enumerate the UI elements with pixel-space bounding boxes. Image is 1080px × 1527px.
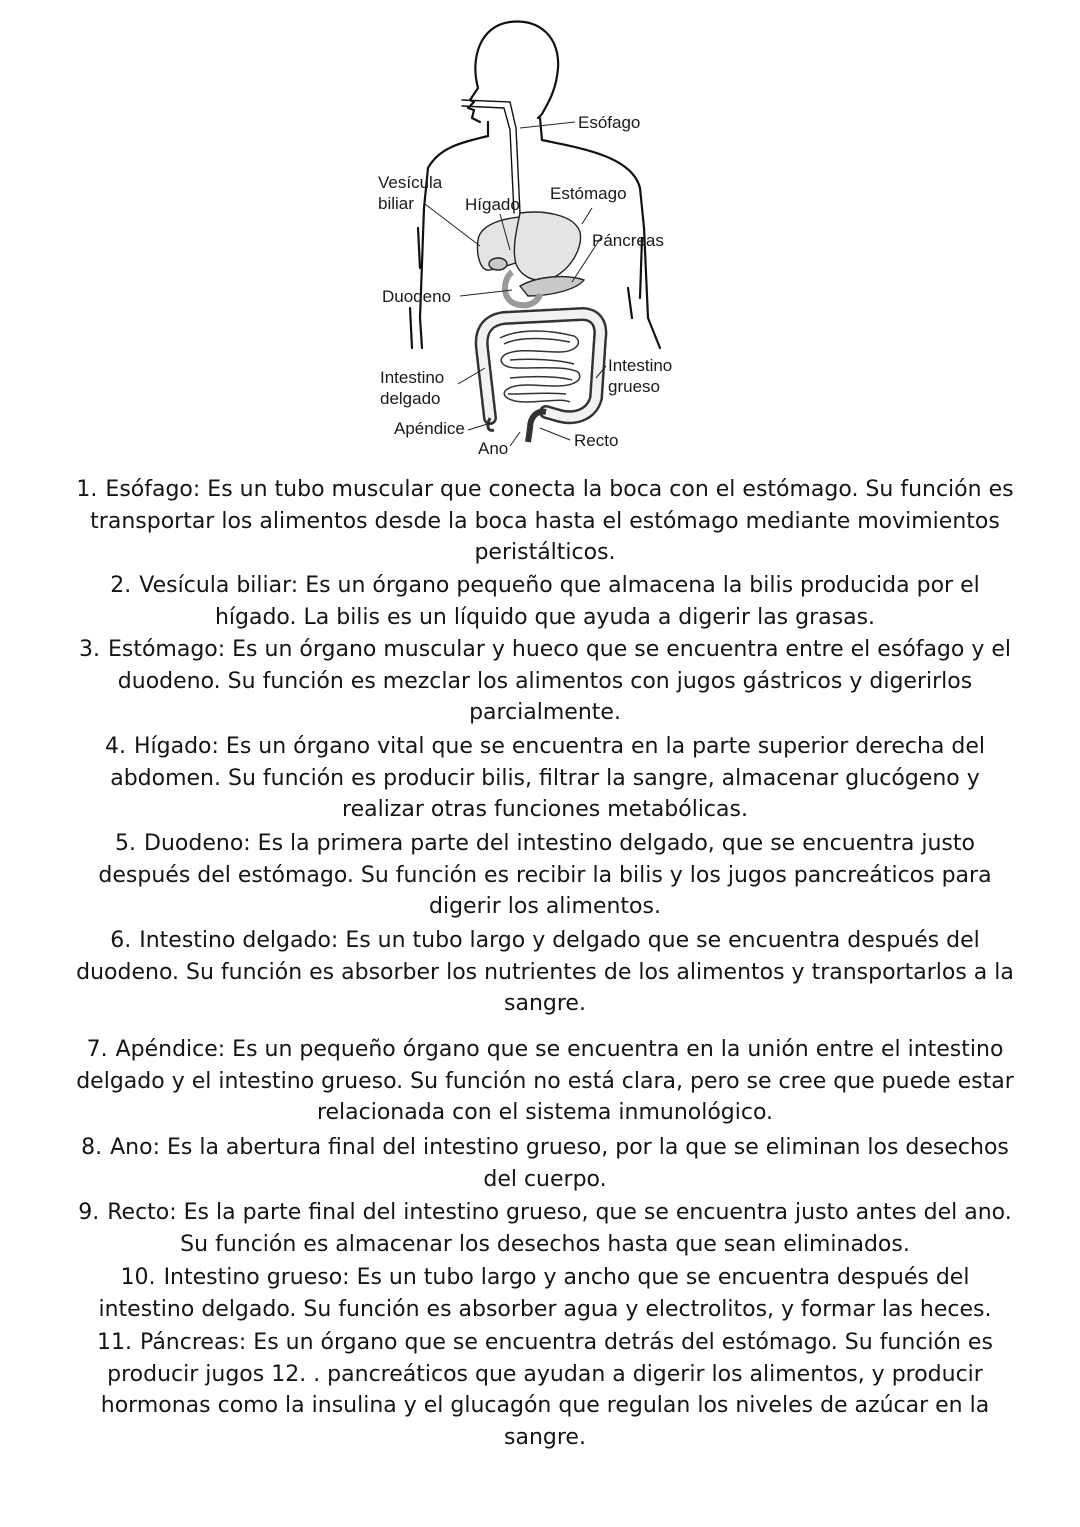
- definition-item-4: [70, 731, 1020, 826]
- label-pancreas: Páncreas: [592, 231, 664, 250]
- item-text: Duodeno: Es la primera parte del intestino delgado, que se encuentra justo después del estómago. Su función es recibir la bilis y los jugos pancreáticos para digerir los alimentos.: [98, 831, 992, 919]
- item-number: 1.: [76, 477, 98, 502]
- small-intestine-shape: [500, 331, 580, 402]
- large-intestine-shape: [482, 314, 601, 418]
- label-duodeno: Duodeno: [382, 287, 452, 306]
- item-number: 2.: [110, 573, 132, 598]
- item-number: 6.: [110, 928, 132, 953]
- definition-item-10: [70, 1262, 1020, 1325]
- label-estomago: Estómago: [550, 184, 627, 203]
- item-text: Apéndice: Es un pequeño órgano que se encuentra en la unión entre el intestino delgado y el intestino grueso. Su función no está clara, pero se cree que puede estar relacionada con el sistema inmunológico.: [76, 1037, 1014, 1125]
- item-number: 9.: [78, 1200, 100, 1225]
- definition-item-11: [70, 1327, 1020, 1453]
- pancreas-shape: [520, 277, 584, 296]
- label-intestino-grueso-line2: grueso: [608, 377, 660, 396]
- item-number: 11.: [97, 1330, 133, 1355]
- definition-item-3: [70, 634, 1020, 729]
- item-number: 5.: [115, 831, 137, 856]
- label-higado: Hígado: [465, 195, 520, 214]
- item-text: Ano: Es la abertura final del intestino grueso, por la que se eliminan los desechos del cuerpo.: [110, 1135, 1009, 1192]
- label-esofago: Esófago: [578, 113, 641, 132]
- label-intestino-delgado-line2: delgado: [380, 389, 441, 408]
- item-text: Hígado: Es un órgano vital que se encuentra en la parte superior derecha del abdomen. Su función es producir bilis, filtrar la sangre, almacenar glucógeno y realizar otras funciones metabólicas.: [110, 734, 986, 822]
- label-vesicula-line1: Vesícula: [378, 173, 443, 192]
- definition-item-7: [70, 1034, 1020, 1129]
- item-text: Recto: Es la parte final del intestino grueso, que se encuentra justo antes del ano. Su función es almacenar los desechos hasta que sean eliminados.: [107, 1200, 1012, 1257]
- item-number: 4.: [104, 734, 126, 759]
- item-text: Estómago: Es un órgano muscular y hueco que se encuentra entre el esófago y el duodeno. Su función es mezclar los alimentos con jugos gástricos y digerirlos parcialmente.: [107, 637, 1012, 725]
- item-text: Esófago: Es un tubo muscular que conecta la boca con el estómago. Su función es transportar los alimentos desde la boca hasta el estómago mediante movimientos peristálticos.: [90, 477, 1014, 565]
- item-number: 8.: [81, 1135, 103, 1160]
- item-number: 10.: [120, 1265, 156, 1290]
- definition-item-6: [70, 925, 1020, 1020]
- stomach-shape: [514, 212, 580, 280]
- digestive-system-diagram: [370, 18, 690, 463]
- item-number: 3.: [78, 637, 100, 662]
- label-apendice: Apéndice: [394, 419, 465, 438]
- definition-item-2: [70, 570, 1020, 633]
- label-vesicula-line2: biliar: [378, 194, 414, 213]
- item-text: Vesícula biliar: Es un órgano pequeño que almacena la bilis producida por el hígado. La bilis es un líquido que ayuda a digerir las grasas.: [139, 573, 980, 630]
- label-ano: Ano: [478, 439, 509, 458]
- definition-item-8: [70, 1132, 1020, 1195]
- item-text: Intestino delgado: Es un tubo largo y delgado que se encuentra después del duodeno. Su función es absorber los nutrientes de los alimentos y transportarlos a la sangre.: [76, 928, 1014, 1016]
- definition-item-9: [70, 1197, 1020, 1260]
- item-text: Intestino grueso: Es un tubo largo y ancho que se encuentra después del intestino delgado. Su función es absorber agua y electrolitos, y formar las heces.: [98, 1265, 992, 1322]
- item-text: Páncreas: Es un órgano que se encuentra detrás del estómago. Su función es producir jugos 12. . pancreáticos que ayudan a digerir los alimentos, y producir hormonas como la insulina y el glucagón que regulan los niveles de azúcar en la sangre.: [100, 1330, 993, 1450]
- label-recto: Recto: [574, 431, 619, 450]
- definition-item-1: [70, 474, 1020, 569]
- label-intestino-delgado-line1: Intestino: [380, 368, 445, 387]
- definition-item-5: [70, 828, 1020, 923]
- gallbladder-shape: [489, 258, 507, 270]
- label-intestino-grueso-line1: Intestino: [608, 356, 673, 375]
- item-number: 7.: [86, 1037, 108, 1062]
